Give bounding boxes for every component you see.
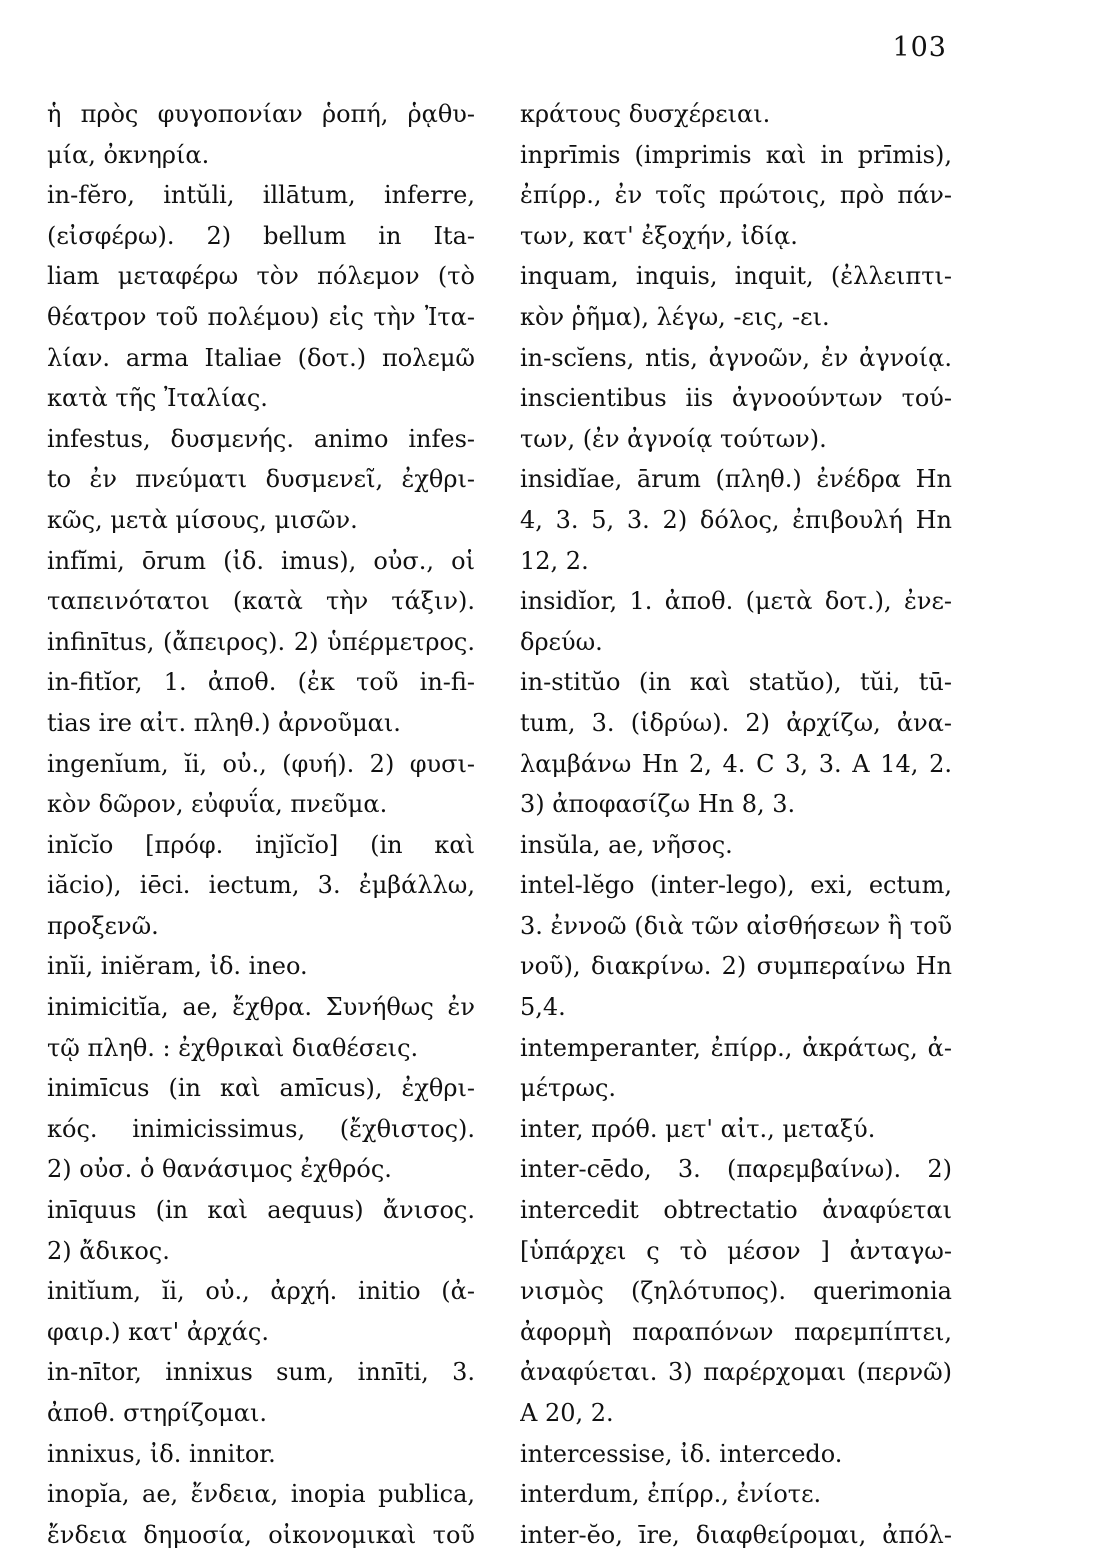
text-line: μέτρως. — [520, 1074, 617, 1103]
text-line: inīquus (in καὶ aequus) ἄνισος. — [47, 1196, 475, 1225]
text-line: in-stitŭo (in καὶ statŭo), tŭi, tū- — [520, 668, 952, 697]
text-line: ταπεινότατοι (κατὰ τὴν τάξιν). — [47, 587, 475, 616]
text-line: 4, 3. 5, 3. 2) δόλος, ἐπιβουλή Hn — [520, 505, 952, 534]
text-line: initĭum, ĭi, οὐ., ἀρχή. initio (ἀ- — [47, 1277, 475, 1306]
text-line: insŭla, ae, νῆσος. — [520, 830, 733, 859]
text-line: inĭcĭo [πρόφ. injĭcĭo] (in καὶ — [47, 830, 475, 859]
text-line: ἀποθ. στηρίζομαι. — [47, 1399, 267, 1427]
text-line: νοῦ), διακρίνω. 2) συμπεραίνω Hn — [520, 952, 952, 981]
text-line: κῶς, μετὰ μίσους, μισῶν. — [47, 505, 358, 534]
text-line: φαιρ.) κατ' ἀρχάς. — [47, 1317, 269, 1346]
text-line: ἀναφύεται. 3) παρέρχομαι (περνῶ) — [520, 1358, 952, 1387]
text-line: [ὑπάρχει ς τὸ μέσον ] ἀνταγω- — [520, 1236, 952, 1265]
text-line: λαμβάνω Hn 2, 4. C 3, 3. A 14, 2. — [520, 749, 952, 778]
text-line: (εἰσφέρω). 2) bellum in Ita- — [47, 221, 475, 250]
text-line: in-nītor, innixus sum, innīti, 3. — [47, 1358, 475, 1387]
text-line: κατὰ τῆς Ἰταλίας. — [47, 384, 268, 413]
text-line: A 20, 2. — [520, 1399, 614, 1427]
text-line: infestus, δυσμενής. animo infes- — [47, 424, 475, 453]
text-line: inimīcus (in καὶ amīcus), ἐχθρι- — [47, 1074, 475, 1103]
text-line: in-scĭens, ntis, ἀγνοῶν, ἐν ἀγνοίᾳ. — [520, 343, 952, 372]
text-line: ἐπίρρ., ἐν τοῖς πρώτοις, πρὸ πάν- — [520, 181, 952, 210]
text-line: μία, ὀκνηρία. — [47, 140, 210, 169]
left-column — [47, 94, 475, 1555]
text-line: innixus, ἰδ. innitor. — [47, 1439, 276, 1468]
text-line: in-fĕro, intŭli, illātum, inferre, — [47, 181, 475, 210]
text-line: tias ire αἰτ. πληθ.) ἀρνοῦμαι. — [47, 708, 401, 737]
text-line: intercessise, ἰδ. intercedo. — [520, 1439, 843, 1468]
text-line: to ἐν πνεύματι δυσμενεῖ, ἐχθρι- — [47, 465, 475, 494]
text-line: inĭi, iniĕram, ἰδ. ineo. — [47, 952, 308, 981]
text-line: των, κατ' ἐξοχήν, ἰδίᾳ. — [520, 221, 798, 250]
text-line: 5,4. — [520, 993, 566, 1022]
text-line: θέατρον τοῦ πολέμου) εἰς τὴν Ἰτα- — [47, 302, 475, 331]
text-line: inimicitĭa, ae, ἔχθρα. Συνήθως ἐν — [47, 993, 475, 1022]
text-line: iăcio), iēci. iectum, 3. ἐμβάλλω, — [47, 871, 475, 900]
text-line: tum, 3. (ἱδρύω). 2) ἀρχίζω, ἀνα- — [520, 708, 952, 737]
text-line: λίαν. arma Italiae (δοτ.) πολεμῶ — [47, 343, 475, 372]
text-line: inter, πρόθ. μετ' αἰτ., μεταξύ. — [520, 1114, 876, 1143]
text-line: ἔνδεια δημοσία, οἰκονομικαὶ τοῦ — [47, 1520, 475, 1549]
text-line: ἡ πρὸς φυγοπονίαν ῥοπή, ῥᾳθυ- — [47, 100, 475, 128]
text-line: κράτους δυσχέρειαι. — [520, 100, 771, 128]
text-line: 3) ἀποφασίζω Hn 8, 3. — [520, 790, 796, 819]
text-line: κός. inimicissimus, (ἔχθιστος). — [47, 1114, 475, 1143]
text-line: inter-cēdo, 3. (παρεμβαίνω). 2) — [520, 1155, 952, 1184]
text-line: τῷ πληθ. : ἐχθρικαὶ διαθέσεις. — [47, 1033, 419, 1062]
text-line: inopĭa, ae, ἔνδεια, inopia publica, — [47, 1480, 475, 1509]
text-line: δρεύω. — [520, 627, 603, 656]
text-line: inscientibus iis ἀγνοούντων τού- — [520, 384, 952, 413]
page-number: 103 — [892, 32, 947, 63]
text-line: ingenĭum, ĭi, οὐ., (φυή). 2) φυσι- — [47, 749, 475, 778]
text-line: intercedit obtrectatio ἀναφύεται — [520, 1196, 952, 1225]
text-line: insidĭor, 1. ἀποθ. (μετὰ δοτ.), ἐνε- — [520, 587, 952, 616]
text-line: ἀφορμὴ παραπόνων παρεμπίπτει, — [520, 1317, 952, 1346]
text-line: infinītus, (ἄπειρος). 2) ὑπέρμετρος. — [47, 627, 475, 656]
text-line: liam μεταφέρω τὸν πόλεμον (τὸ — [47, 262, 475, 291]
text-line: inquam, inquis, inquit, (ἐλλειπτι- — [520, 262, 952, 291]
text-line: κὸν δῶρον, εὐφυΐα, πνεῦμα. — [47, 790, 388, 819]
text-line: inprīmis (imprimis καὶ in prīmis), — [520, 140, 952, 169]
text-line: intel-lĕgo (inter-lego), exi, ectum, — [520, 871, 952, 900]
text-line: 3. ἐννοῶ (διὰ τῶν αἰσθήσεων ἢ τοῦ — [520, 911, 952, 940]
text-line: infĭmi, ōrum (ἰδ. imus), οὐσ., οἱ — [47, 546, 475, 575]
right-column — [520, 94, 952, 1555]
text-line: interdum, ἐπίρρ., ἐνίοτε. — [520, 1480, 822, 1509]
text-line: inter-ĕo, īre, διαφθείρομαι, ἀπόλ- — [520, 1520, 952, 1549]
text-line: προξενῶ. — [47, 911, 159, 940]
text-line: των, (ἐν ἀγνοίᾳ τούτων). — [520, 424, 827, 453]
text-line: insidĭae, ārum (πληθ.) ἐνέδρα Hn — [520, 465, 952, 494]
text-line: νισμὸς (ζηλότυπος). querimonia — [520, 1277, 952, 1306]
text-line: 2) ἄδικος. — [47, 1236, 170, 1265]
text-line: κὸν ῥῆμα), λέγω, -εις, -ει. — [520, 302, 830, 331]
text-line: intemperanter, ἐπίρρ., ἀκράτως, ἀ- — [520, 1033, 952, 1062]
text-line: in-fitĭor, 1. ἀποθ. (ἐκ τοῦ in-fi- — [47, 668, 475, 697]
text-line: 2) οὐσ. ὁ θανάσιμος ἐχθρός. — [47, 1155, 392, 1184]
text-line: 12, 2. — [520, 546, 589, 575]
